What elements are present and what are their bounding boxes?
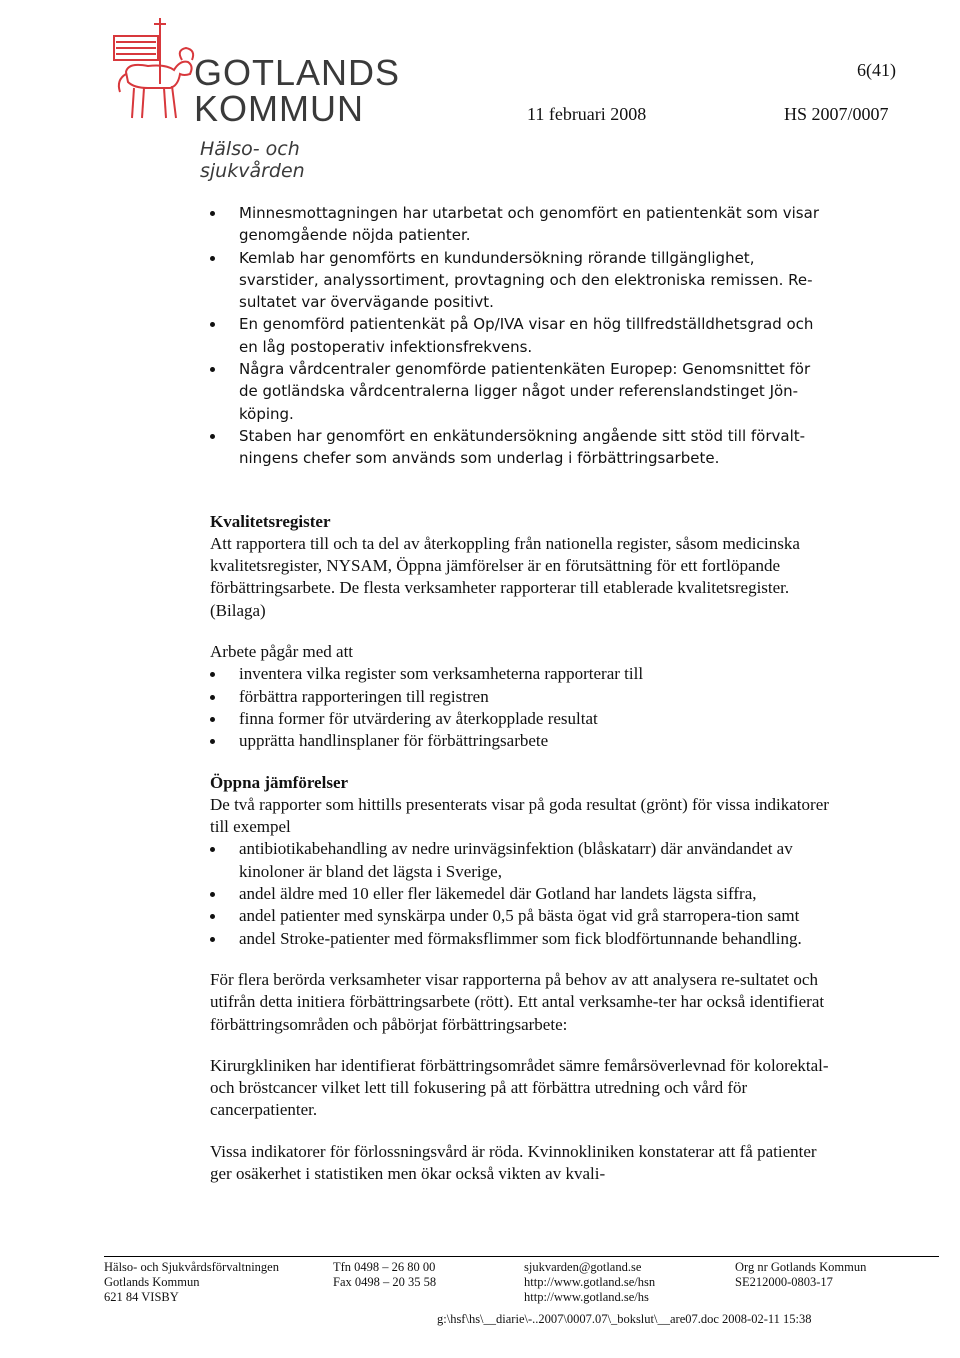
logo-name: GOTLANDS	[194, 52, 401, 93]
footer-line: Gotlands Kommun	[104, 1275, 200, 1289]
footer-link: http://www.gotland.se/hs	[524, 1290, 649, 1304]
list-item: finna former för utvärdering av återkopplade resultat	[210, 708, 830, 730]
list-item: andel patienter med synskärpa under 0,5 på bästa ögat vid grå starropera-tion samt	[210, 905, 830, 927]
kvalitetsregister-section	[210, 511, 830, 753]
list-item: inventera vilka register som verksamheterna rapporterar till	[210, 663, 830, 685]
list-item: Kemlab har genomförts en kundundersökning rörande tillgänglighet, svarstider, analyssortiment, provtagning och den elektroniska remissen. Re-sultatet var övervägande positivt.	[210, 247, 830, 314]
section-paragraph: Kirurgkliniken har identifierat förbättringsområdet sämre femårsöverlevnad för kolorektal- och bröstcancer vilket lett till fokusering på att förbättra utredning och vård för cancerpatienter.	[210, 1055, 829, 1120]
footer-line: Fax 0498 – 20 35 58	[333, 1275, 437, 1289]
list-item: upprätta handlinsplaner för förbättringsarbete	[210, 730, 830, 752]
list-item: antibiotikabehandling av nedre urinvägsinfektion (blåskatarr) där användandet av kinoloner är bland det lägsta i Sverige,	[210, 838, 830, 883]
footer-org	[735, 1260, 866, 1290]
section-heading: Kvalitetsregister	[210, 511, 331, 531]
list-item: Staben har genomfört en enkätundersökning angående sitt stöd till förvalt-ningens chefer som används som underlag i förbättringsarbete.	[210, 425, 830, 470]
footer-line: Tfn 0498 – 26 80 00	[333, 1260, 436, 1274]
logo-name-line2: KOMMUN	[194, 88, 364, 129]
document-date: 11 februari 2008	[527, 104, 647, 124]
footer-divider	[104, 1256, 939, 1257]
footer-file-path: g:\hsf\hs\__diarie\-..2007\0007.07\_bokslut\__are07.doc 2008-02-11 15:38	[437, 1312, 812, 1326]
footer-address	[104, 1260, 279, 1305]
footer-link: http://www.gotland.se/hsn	[524, 1275, 656, 1289]
section-intro: De två rapporter som hittills presenterats visar på goda resultat (grönt) för vissa indikatorer till exempel	[210, 794, 829, 837]
section-paragraph: Att rapportera till och ta del av återkoppling från nationella register, såsom medicinska kvalitetsregister, NYSAM, Öppna jämförelser är en förutsättning för ett fortlöpande förbättringsarbete. De flesta verksamheter rapporterar till etablerade kvalitetsregister. (Bilaga)	[210, 533, 800, 620]
footer-line: Org nr Gotlands Kommun	[735, 1260, 867, 1274]
gotlands-kommun-logo	[108, 14, 401, 182]
list-item: En genomförd patientenkät på Op/IVA visar en hög tillfredställdhetsgrad och en låg postoperativ infektionsfrekvens.	[210, 313, 830, 358]
list-item: Några vårdcentraler genomförde patientenkäten Europep: Genomsnittet för de gotländska vårdcentralerna ligger något under referenslandstinget Jön-köping.	[210, 358, 830, 425]
document-body	[210, 202, 830, 1185]
page-number: 6(41)	[857, 60, 896, 80]
list-item: förbättra rapporteringen till registren	[210, 686, 830, 708]
footer-line: SE212000-0803-17	[735, 1275, 833, 1289]
footer-contact	[524, 1260, 655, 1305]
list-item: Minnesmottagningen har utarbetat och genomfört en patientenkät som visar genomgående nöjda patienter.	[210, 202, 830, 247]
footer-phone	[333, 1260, 436, 1290]
section-heading: Öppna jämförelser	[210, 772, 349, 792]
document-reference: HS 2007/0007	[784, 104, 889, 124]
indicator-list	[210, 838, 830, 949]
footer-email: sjukvarden@gotland.se	[524, 1260, 642, 1274]
work-items-list	[210, 663, 830, 752]
list-item: andel Stroke-patienter med förmaksflimmer som fick blodförtunnande behandling.	[210, 928, 830, 950]
work-intro: Arbete pågår med att	[210, 642, 354, 662]
intro-bullet-list	[210, 202, 830, 470]
logo-subtitle: Hälso- och sjukvården	[200, 138, 305, 182]
section-paragraph: Vissa indikatorer för förlossningsvård är röda. Kvinnokliniken konstaterar att få patienter ger osäkerhet i statistiken men ökar också vikten av kvali-	[210, 1141, 817, 1183]
list-item: andel äldre med 10 eller fler läkemedel där Gotland har landets lägsta siffra,	[210, 883, 830, 905]
footer-line: Hälso- och Sjukvårdsförvaltningen	[104, 1260, 279, 1274]
footer-line: 621 84 VISBY	[104, 1290, 179, 1304]
section-paragraph: För flera berörda verksamheter visar rapporterna på behov av att analysera re-sultatet och utifrån detta initiera förbättringsarbete (rött). Ett antal verksamhe-ter har också identifierat förbättringsområden och påbörjat förbättringsarbete:	[210, 969, 825, 1034]
oppna-jamforelser-section	[210, 772, 830, 1186]
crest-icon	[108, 14, 198, 126]
